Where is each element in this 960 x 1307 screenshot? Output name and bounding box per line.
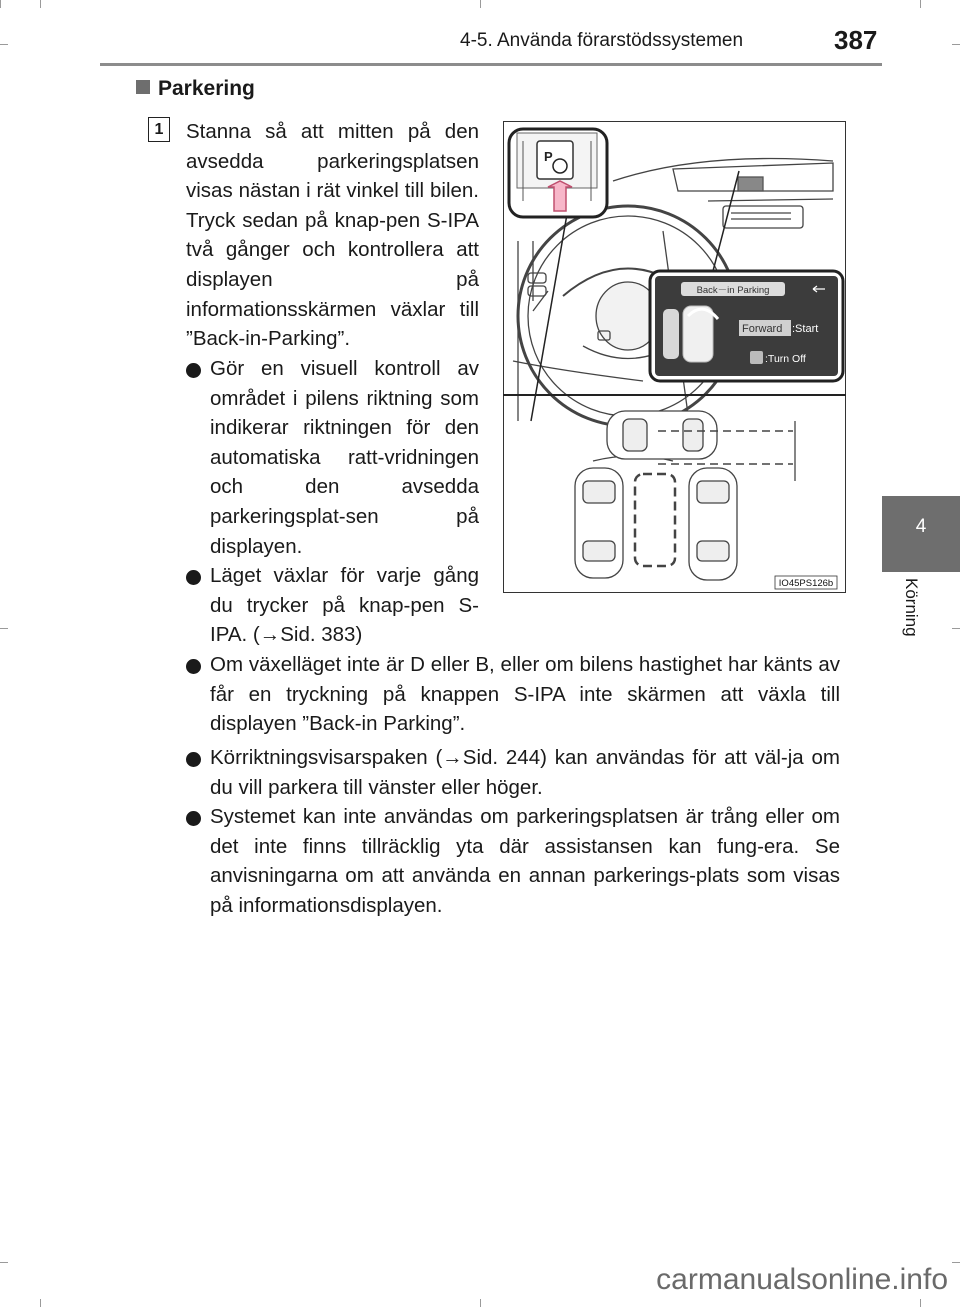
bullet-item <box>210 743 840 802</box>
bullet-item <box>210 650 840 739</box>
page-number: 387 <box>834 25 878 55</box>
crop-mark <box>40 1299 41 1307</box>
bullet-text: Om växelläget inte är D eller B, eller om bilens hastighet har känts av får en tryckning på knappen S-IPA inte skärmen att växla till displayen ”Back-in Parking”. <box>210 653 840 736</box>
bullet-text: Systemet kan inte användas om parkeringsplatsen är trång eller om det inte finns tillräcklig yta där assistansen kan fung-era. Se anvisningarna om att använda en annan parkerings-plats som visas på informationsdisplayen. <box>210 805 840 917</box>
square-bullet-icon <box>136 80 150 94</box>
crop-mark <box>0 1262 8 1263</box>
screen-title: Back－in Parking <box>696 285 770 296</box>
parking-illustration <box>503 121 846 593</box>
bullet-dot-icon <box>186 570 201 585</box>
parking-button-glyph: P <box>544 149 553 164</box>
chapter-tab: 4 <box>882 496 960 572</box>
crop-mark <box>0 628 8 629</box>
forward-label: Forward <box>742 323 783 335</box>
section-heading <box>136 77 255 101</box>
chapter-label: Körning <box>902 578 921 637</box>
bullet-item <box>210 561 479 650</box>
bullet-dot-icon <box>186 752 201 767</box>
step-text: Stanna så att mitten på den avsedda parkeringsplatsen visas nästan i rät vinkel till bilen. Tryck sedan på knap-pen S-IPA två gånger och kontrollera att displayen på informationsskärmen växlar till ”Back-in-Parking”. <box>186 120 479 351</box>
crop-mark <box>920 1299 921 1307</box>
turnoff-label: :Turn Off <box>765 353 806 365</box>
start-label: :Start <box>792 323 819 335</box>
crop-mark <box>952 628 960 629</box>
step-number: 1 <box>148 117 170 142</box>
bullet-text: Körriktningsvisarspaken (→Sid. 244) kan användas för att väl-ja om du vill parkera till vänster eller höger. <box>210 746 840 799</box>
crop-mark <box>952 1262 960 1263</box>
header-rule <box>100 63 882 66</box>
bullet-dot-icon <box>186 659 201 674</box>
page-header <box>0 0 960 80</box>
bullet-item <box>210 802 840 920</box>
bullet-text: Gör en visuell kontroll av området i pilens riktning som indikerar riktningen för den automatiska ratt-vridningen och den avsedda parkeringsplat-sen på displayen. <box>210 357 479 558</box>
crop-mark <box>480 1299 481 1307</box>
heading-text: Parkering <box>158 77 255 100</box>
figure-code: IO45PS126b <box>778 578 834 589</box>
bullet-dot-icon <box>186 811 201 826</box>
watermark: carmanualsonline.info <box>656 1263 948 1296</box>
section-title: 4-5. Använda förarstödssystemen <box>460 30 744 51</box>
bullet-item <box>210 354 479 561</box>
bullet-dot-icon <box>186 363 201 378</box>
bullet-text: Läget växlar för varje gång du trycker på knap-pen S-IPA. (→Sid. 383) <box>210 564 479 647</box>
